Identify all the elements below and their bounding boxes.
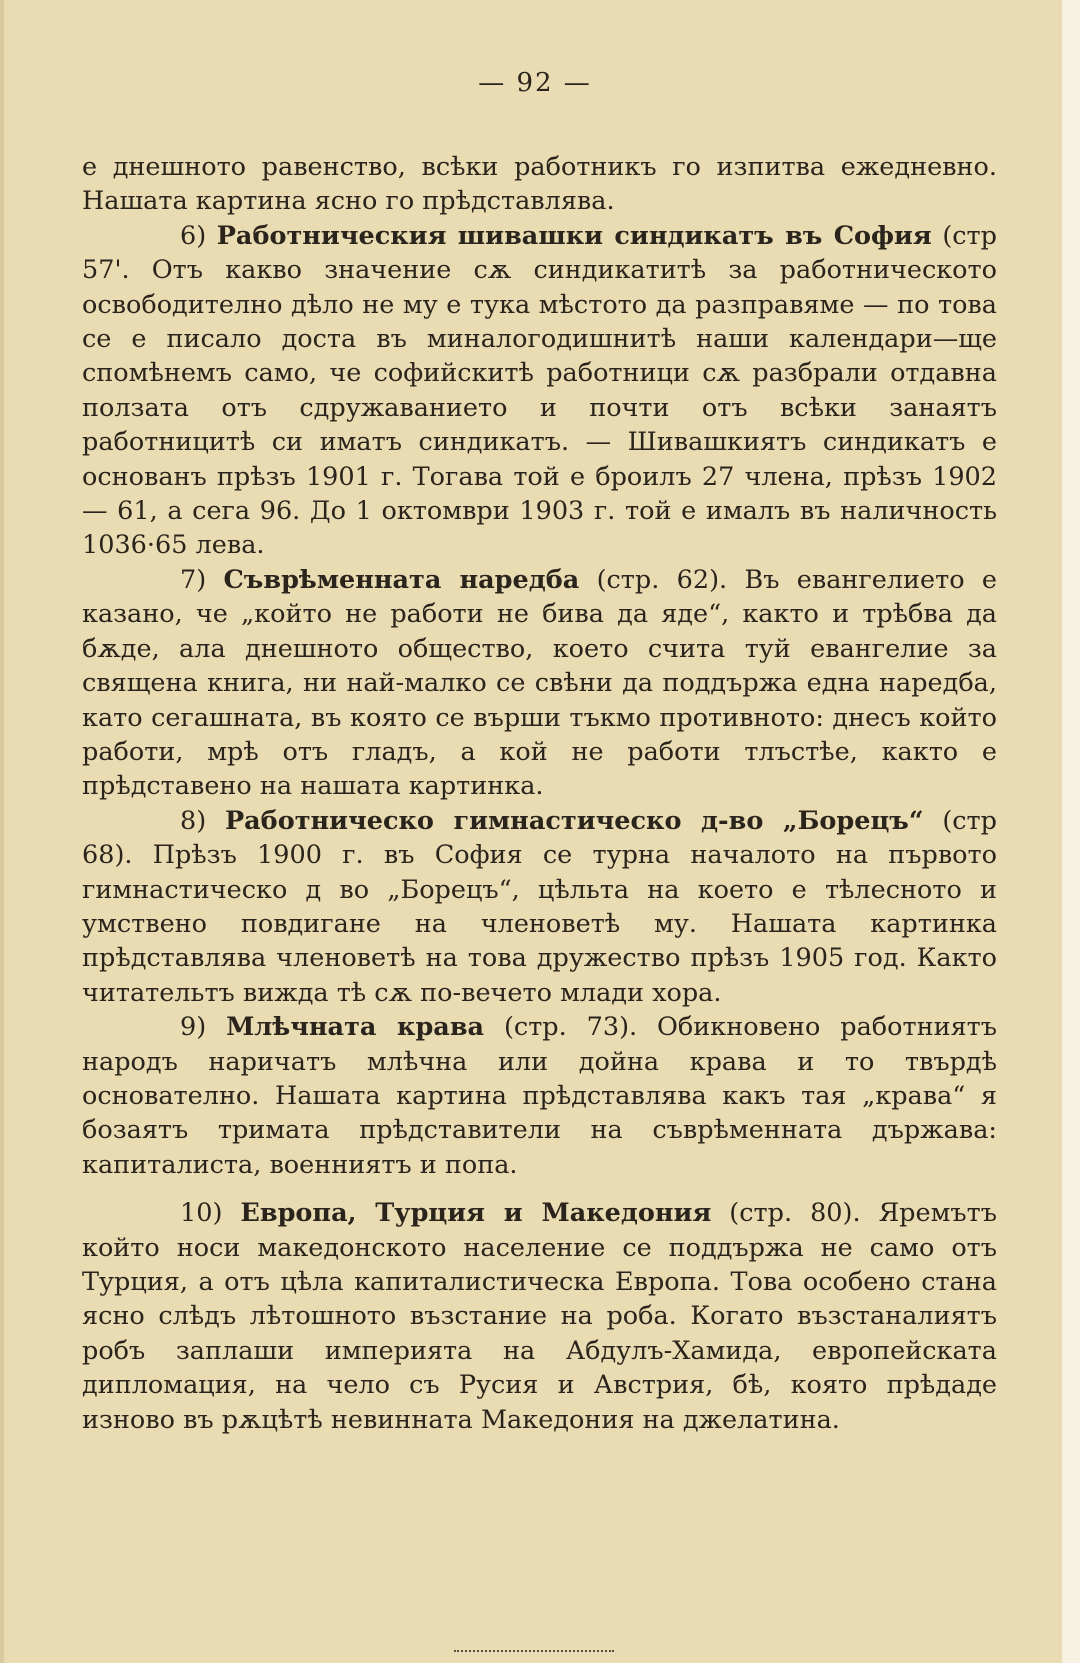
paragraph-item-7 bbox=[82, 563, 997, 804]
item-text: (стр. 73). Обикновено работниятъ народъ наричатъ млѣчна или дойна крава и то твърдѣ основателно. Нашата картина прѣдставлява какъ тая „крава“ я бозаятъ тримата прѣдставители на съврѣменната държава: капиталиста, военниятъ и попа. bbox=[82, 1012, 998, 1180]
end-ornament-divider bbox=[454, 1650, 614, 1655]
item-number: 9) bbox=[180, 1012, 227, 1043]
body-text bbox=[82, 150, 997, 1437]
paragraph-text: е днешното равенство, всѣки работникъ го изпитва ежедневно. Нашата картина ясно го прѣдставлява. bbox=[82, 152, 997, 217]
item-text: (стр. 80). Яремътъ който носи македонското население се поддържа не само отъ Турция, а отъ цѣла капиталистическа Европа. Това особено стана ясно слѣдъ лѣтошното възстание на роба. Когато възстаналиятъ робъ заплаши империята на Абдулъ-Хамида, европейската дипломация, на чело съ Русия и Австрия, бѣ, която прѣдаде изново въ рѫцѣтѣ невинната Македония на джелатина. bbox=[82, 1198, 997, 1435]
paragraph-continuation bbox=[82, 150, 997, 219]
paragraph-item-9 bbox=[82, 1010, 997, 1182]
item-number: 6) bbox=[180, 220, 217, 251]
page-number: — 92 — bbox=[478, 68, 592, 98]
item-number: 10) bbox=[180, 1198, 241, 1229]
item-title: Съврѣменната наредба bbox=[223, 564, 580, 595]
paragraph-item-8 bbox=[82, 804, 997, 1010]
paragraph-item-10 bbox=[82, 1196, 997, 1437]
item-title: Работническо гимнастическо д-во „Борецъ“ bbox=[224, 805, 924, 836]
item-title: Европа, Турция и Македония bbox=[240, 1198, 712, 1229]
item-text: (стр. 62). Въ евангелието е казано, че „който не работи не бива да яде“, както и трѣбва да бѫде, ала днешното общество, което счита туй евангелие за священа книга, ни най-малко се свѣни да поддържа една наредба, като сегашната, въ която се върши тъкмо противното: днесъ който работи, мрѣ отъ гладъ, а кой не работи тлъстѣе, както е прѣдставено на нашата картинка. bbox=[82, 564, 998, 802]
item-number: 7) bbox=[180, 564, 224, 595]
item-title: Млѣчната крава bbox=[226, 1012, 485, 1043]
paragraph-item-6 bbox=[82, 219, 997, 563]
item-number: 8) bbox=[180, 805, 225, 836]
item-title: Работническия шивашки синдикатъ въ София bbox=[216, 220, 932, 251]
item-text: (стр 57'. Отъ какво значение сѫ синдикатитѣ за работническото освободително дѣло не му е тука мѣстото да разправяме — по това се е писало доста въ миналогодишнитѣ наши календари—ще спомѣнемъ само, че софийскитѣ работници сѫ разбрали отдавна ползата отъ сдружаванието и почти отъ всѣки занаятъ работницитѣ си иматъ синдикатъ. — Шивашкиятъ синдикатъ е основанъ прѣзъ 1901 г. Тогава той е броилъ 27 члена, прѣзъ 1902— 61, а сега 96. До 1 октомври 1903 г. той е ималъ въ наличность 1036·65 лева. bbox=[82, 220, 997, 561]
item-text: (стр 68). Прѣзъ 1900 г. въ София се турна началото на първото гимнастическо д во „Борецъ“, цѣльта на което е тѣлесното и умствено повдигане на членоветѣ му. Нашата картинка прѣдставлява членоветѣ на това дружество прѣзъ 1905 год. Както читательтъ вижда тѣ сѫ по-вечето млади хора. bbox=[82, 805, 997, 1008]
